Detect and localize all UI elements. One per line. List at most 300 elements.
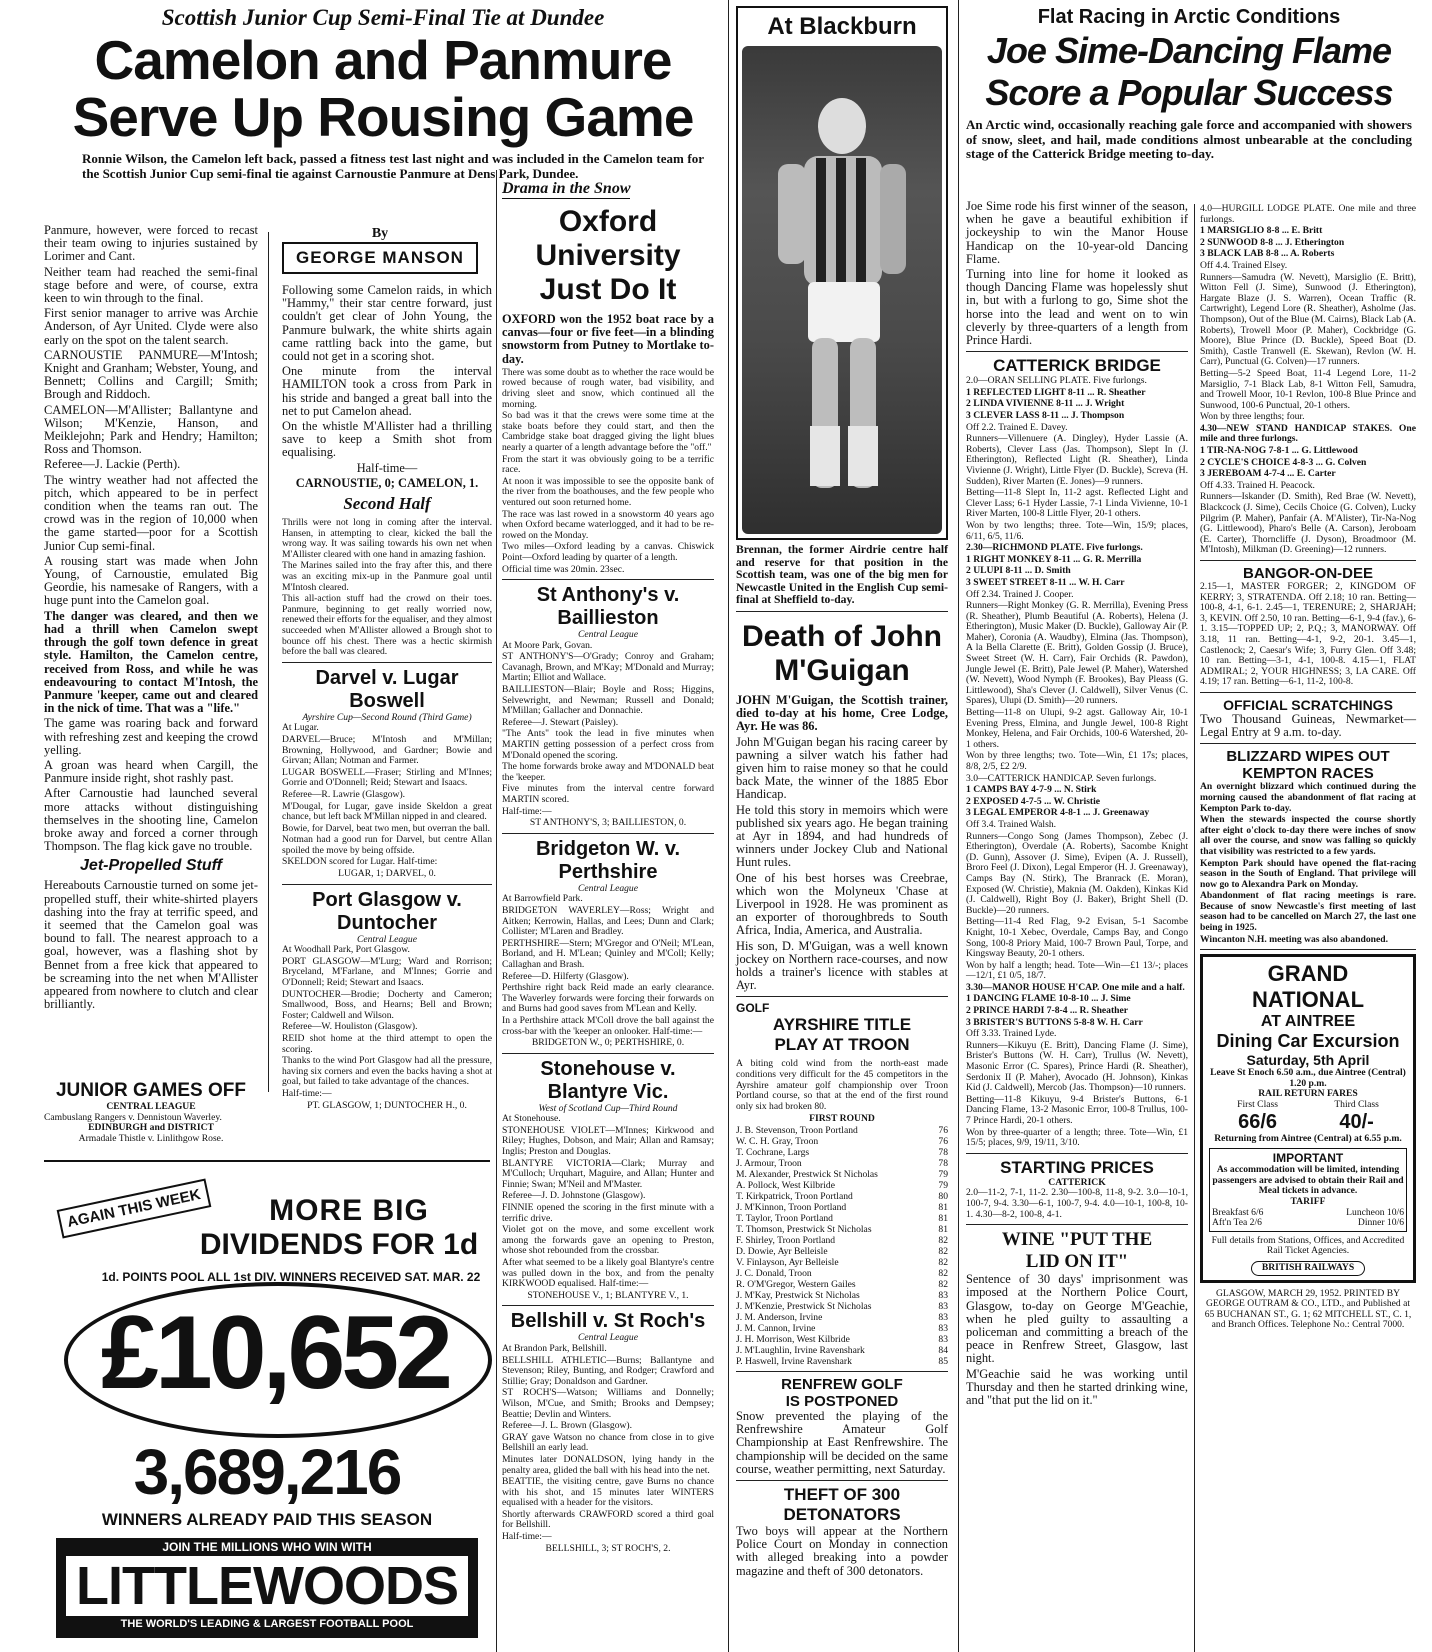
golf-score: 83 xyxy=(938,1290,948,1301)
golf-player: R. O'M'Gregor, Western Gailes xyxy=(736,1279,856,1290)
race-line: Runners—Kikuyu (E. Britt), Dancing Flame (J. Sime), Brister's Buttons (W. H. Carr), Trullus (W. Nevett), Masonic Error (C. Spares), Prince Hardi (R. Sheather), Serdonix II (P. Maher), Avocado (H. Johnson), Kinkas Kid (J. Caldwell), Mercob (Jas. Thompson)—10 runners. xyxy=(966,1039,1188,1094)
race-line: 2 SUNWOOD 8-8 ... J. Etherington xyxy=(1200,236,1345,248)
para: M'Geachie said he was working until Thursday and then he started drinking wine, and "that put the lid on it." xyxy=(966,1366,1188,1407)
gn-third-label: Third Class xyxy=(1334,1099,1379,1111)
golf-score: 80 xyxy=(938,1191,948,1202)
para: One of his best horses was Creebrae, which won the Molyneux 'Chase at Liverpool in 1928. He was prominent as an exporter of thoroughbreds to South Africa, India, America, and Australia. xyxy=(736,870,948,938)
amount: £10,652 xyxy=(101,1295,449,1411)
para: Abandonment of flat racing meetings is rare. Because of snow Newcastle's first meeting of last season had to be cancelled on March 27, the last one being in 1925. xyxy=(1200,890,1416,934)
para: CAMELON—M'Allister; Ballantyne and Wilson; M'Kenzie, Hanson, and Meiklejohn; Park and Hendry; Hamilton; Ross and Thomson. xyxy=(44,402,258,457)
join-line: JOIN THE MILLIONS WHO WIN WITH xyxy=(162,1540,372,1554)
race-line: 3.0—CATTERICK HANDICAP. Seven furlongs. xyxy=(966,772,1157,784)
death-h2: M'Guigan xyxy=(774,653,910,687)
para: Sentence of 30 days' imprisonment was imposed at the Northern Police Court, Glasgow, to-day on George M'Geachie, when he pled guilty to assaulting a policeman and committing a breach of the peace in Renfrew Street, Glasgow, last night. xyxy=(966,1272,1188,1366)
score: STONEHOUSE V., 1; BLANTYRE V., 1. xyxy=(527,1289,689,1301)
race-line: Runners—Congo Song (James Thompson), Zebec (J. Etherington), Overdale (A. Roberts), Sacombe Knight (D. Gunn), Assover (J. Sime), Evipen (A. J. Russell), Broro Feel (J. Dixon), Legal Emperor (H. J. Greenaway), Camps Bay (N. Stirk), The Branrack (E. Moran), Exposed (W. Christie), Maknia (M. Oakden), Kinkas Kid (J. Caldwell), Right Boy (J. Baker), Bright Shell (D. Buckle)—20 runners. xyxy=(966,830,1188,916)
race-line: 1 REFLECTED LIGHT 8-11 ... R. Sheather xyxy=(966,386,1146,398)
para: GRAY gave Watson no chance from close in to give Bellshill an early lead. xyxy=(502,1431,714,1454)
para: CARNOUSTIE PANMURE—M'Intosh; Knight and Granham; Webster, Young, and Bennett; Collins and Cargill; Smith; Brough and Riddoch. xyxy=(44,347,258,402)
golf-player: W. C. H. Gray, Troon xyxy=(736,1136,819,1147)
para: Joe Sime rode his first winner of the season, when he gave a beautiful exhibition if jockeyship to win the Manor House Handicap on the 10-year-old Dancing Flame. xyxy=(966,199,1188,266)
score: BELLSHILL, 3; ST ROCH'S, 2. xyxy=(545,1542,671,1554)
race-line: 2.30—RICHMOND PLATE. Five furlongs. xyxy=(966,542,1143,554)
para: LUGAR BOSWELL—Fraser; Stirling and M'Innes; Gorrie and O'Donnell; Reid; Stewart and Isaacs. xyxy=(282,766,492,789)
para: BELLSHILL ATHLETIC—Burns; Ballantyne and Stevenson; Riley, Bunting, and Rodger; Crawford and Stillie; Gray; Donaldson and Gardner. xyxy=(502,1354,714,1387)
subhead-jet: Jet-Propelled Stuff xyxy=(80,857,222,875)
junior-sub-1: CENTRAL LEAGUE xyxy=(106,1101,196,1112)
score: CARNOUSTIE, 0; CAMELON, 1. xyxy=(295,475,479,490)
drama-kicker: Drama in the Snow xyxy=(502,180,631,197)
golf-player: J. C. Donald, Troon xyxy=(736,1268,812,1279)
golf-h1: AYRSHIRE TITLE xyxy=(772,1015,912,1035)
gn-breakfast: Breakfast 6/6 xyxy=(1212,1206,1264,1218)
golf-score: 83 xyxy=(938,1334,948,1345)
golf-result-row xyxy=(736,1290,948,1301)
race-line: Runners—Right Monkey (G. R. Merrilla), Evening Press (R. Sheather), Plumb Beautiful (A. Roberts), Helena (J. Etherington), Music Maker (D. Buckle), Galloway Air (P. Maher), Coronia (A. Waudby), Elmina (Jas. Thompson), A la Bella Clarette (E. Britt), Golden Gossip (J. Bruce), Sweet Street (W. H. Carr), Fair Orchids (R. Pawdon), Jungle Jewel (E. Britt), Pale Jewel (P. Maher), Watershed (W. Nevett), Wood Nymph (F. Brookes), Bay Pleass (G. Littlewood), Sha's Clever (J. Caldwell), Silver Venus (C. Spares), Ulupi (D. Smith)—20 runners. xyxy=(966,600,1188,707)
para: SKELDON scored for Lugar. Half-time: xyxy=(282,856,438,868)
golf-score: 85 xyxy=(938,1356,948,1367)
para: Referee—D. Hilferty (Glasgow). xyxy=(502,970,629,982)
col4 xyxy=(736,6,948,1652)
golf-player: T. Taylor, Troon Portland xyxy=(736,1213,833,1224)
col1-header xyxy=(46,4,720,181)
para: One minute from the interval HAMILTON took a cross from Park in his stride and banged a great ball into the net to put Camelon ahead. xyxy=(282,364,492,418)
para: The Marines sailed into the fray after this, and there was an exciting mix-up in the Panmure goal until M'Intosh cleared. xyxy=(282,560,492,593)
dividends: DIVIDENDS FOR 1d xyxy=(199,1228,479,1261)
race-line: Won by three lengths; four. xyxy=(1200,411,1305,423)
race-line: 2.0—ORAN SELLING PLATE. Five furlongs. xyxy=(966,375,1147,387)
para: Shortly afterwards CRAWFORD scored a third goal for Bellshill. xyxy=(502,1508,714,1531)
para: This all-action stuff had the crowd on their toes. Panmure, beginning to get really worried now, renewed their efforts for the equaliser, and they almost succeeded when M'Allister allowed a Brough shot to bounce off his chest. There was a hectic skirmish before the ball was cleared. xyxy=(282,593,492,658)
golf-result-row xyxy=(736,1191,948,1202)
headline-line-1: Camelon and Panmure xyxy=(94,29,672,91)
headline-line-2: Serve Up Rousing Game xyxy=(72,86,694,148)
scratch-heading: OFFICIAL SCRATCHINGS xyxy=(1223,696,1393,713)
para: At Stonehouse. xyxy=(502,1113,561,1125)
golf-score: 84 xyxy=(938,1345,948,1356)
para: At noon it was impossible to see the opposite bank of the river from the boathouses, and the few people who ventured out soon returned home. xyxy=(502,475,714,508)
para: Referee—W. Houliston (Glasgow). xyxy=(282,1021,418,1033)
scratch-text: Two Thousand Guineas, Newmarket—Legal Entry at 9 a.m. to-day. xyxy=(1200,711,1416,740)
para: DUNTOCHER—Brodie; Docherty and Cameron; Smallwood, Boss, and Hearns; Bell and Brown; Foster; Caldwell and Wilson. xyxy=(282,988,492,1021)
renfrew-para: Snow prevented the playing of the Renfrewshire Amateur Golf Championship at East Renfrewshire. The championship will be decided on the same course, weather permitting, next Saturday. xyxy=(736,1409,948,1476)
golf-result-row xyxy=(736,1158,948,1169)
para: PORT GLASGOW—M'Lurg; Ward and Rorrison; Bryceland, M'Farlane, and M'Innes; Gorrie and O'Donnell; Reid; Stewart and Isaacs. xyxy=(282,955,492,989)
para: Referee—J. Stewart (Paisley). xyxy=(502,716,619,728)
photo-caption: Brennan, the former Airdrie centre half and reserve for that position in the Scottish team, was one of the big men for Newcastle United in the English Cup semi-final at Sheffield to-day. xyxy=(736,543,948,607)
race-line: 4.0—HURGILL LODGE PLATE. One mile and three furlongs. xyxy=(1200,203,1416,225)
para: Referee—R. Lawrie (Glasgow). xyxy=(282,788,406,800)
bangor-heading: BANGOR-ON-DEE xyxy=(1243,565,1373,582)
golf-result-row xyxy=(736,1136,948,1147)
para-bold: The danger was cleared, and then we had a thrill when Camelon swept through the golf town defence in great style. Hamilton, the Camelon centre, received from Ross, and while he was endeavouring to contact M'Intosh, the Panmure 'keeper, came out and cleared in the nick of time. That was a "life." xyxy=(44,608,258,716)
gn-leave: Leave St Enoch 6.50 a.m., due Aintree (Central) 1.20 p.m. xyxy=(1210,1067,1406,1089)
racing-header xyxy=(966,4,1412,164)
kicker: Scottish Junior Cup Semi-Final Tie at Dundee xyxy=(161,5,605,30)
para: At Woodhall Park, Port Glasgow. xyxy=(282,944,410,956)
gn-first-fare: 66/6 xyxy=(1238,1110,1278,1133)
death-h1: Death of John xyxy=(742,619,942,653)
golf-player: A. Pollock, West Kilbride xyxy=(736,1180,835,1191)
golf-player: P. Haswell, Irvine Ravenshark xyxy=(736,1356,852,1367)
para: Half-time:— xyxy=(502,805,552,817)
para: An overnight blizzard which continued during the morning caused the abandonment of flat racing at Kempton Park to-day. xyxy=(1200,781,1416,814)
race-results-right xyxy=(1200,204,1416,556)
junior-line-1: Cambuslang Rangers v. Dennistoun Waverley. xyxy=(44,1111,222,1123)
para: REID shot home at the third attempt to open the scoring. xyxy=(282,1033,492,1055)
score: PT. GLASGOW, 1; DUNTOCHER H., 0. xyxy=(307,1099,467,1111)
starting-heading: STARTING PRICES xyxy=(1000,1157,1154,1177)
para: Half-time— xyxy=(356,460,418,475)
race-line: Won by three-quarter of a length; three. Tote—Win, £1 15/5; places, 9/9, 19/11, 3/10. xyxy=(966,1126,1188,1149)
score: LUGAR, 1; DARVEL, 0. xyxy=(338,868,436,880)
race-line: Runners—Villenuere (A. Dingley), Hyder Lassie (A. Roberts), Clever Lass (Jas. Thompson), Slept In (J. Etherington), Reflected Light (R. Sheather), Linda Vivienne (J. Wright), Little Flyer (D. Buckle), Screva (H. Sudden), River Marten (E. Jones)—9 runners. xyxy=(966,433,1188,487)
racing-h1: Joe Sime-Dancing Flame xyxy=(986,30,1392,71)
gn-date: Saturday, 5th April xyxy=(1246,1052,1370,1069)
gn-tea: Aft'n Tea 2/6 xyxy=(1212,1217,1262,1229)
para: First senior manager to arrive was Archie Anderson, of Ayr United. Clyde were also early on the spot on the talent search. xyxy=(44,306,258,347)
junior-sub-2: EDINBURGH and DISTRICT xyxy=(88,1122,214,1134)
golf-player: J. M'Laughlin, Irvine Ravenshark xyxy=(736,1345,865,1356)
oxford-lead: OXFORD won the 1952 boat race by a canvas—four or five feet—in a blinding snowstorm from Putney to Mortlake to-day. xyxy=(502,312,714,366)
golf-result-row xyxy=(736,1213,948,1224)
bw-heading: Bridgeton W. v. Perthshire xyxy=(535,837,681,883)
golf-result-row xyxy=(736,1180,948,1191)
golf-result-row xyxy=(736,1268,948,1279)
golf-player: J. M'Kay, Prestwick St Nicholas xyxy=(736,1290,860,1301)
col5 xyxy=(966,200,1188,1652)
sa-sub: Central League xyxy=(578,629,638,641)
para: When the stewards inspected the course shortly after eight o'clock to-day there were inches of snow all over the course, and snow was falling so quickly that visibility was restricted to a few yards. xyxy=(1200,814,1416,857)
para: The race was last rowed in a snowstorm 40 years ago when Oxford became waterlogged, and it had to be re-rowed on the Monday. xyxy=(502,508,714,541)
golf-score: 82 xyxy=(938,1235,948,1246)
strap: THE WORLD'S LEADING & LARGEST FOOTBALL POOL xyxy=(120,1618,414,1630)
race-line: 3 BRISTER'S BUTTONS 5-8-8 W. H. Carr xyxy=(966,1016,1143,1028)
para: PERTHSHIRE—Stern; M'Gregor and O'Neil; M'Lean, Borland, and H. M'Lean; Quinley and M'Coll; Kelly; Callaghan and Brash. xyxy=(502,937,714,970)
para: Wincanton N.H. meeting was also abandoned. xyxy=(1200,933,1388,945)
para: ST ROCH'S—Watson; Williams and Donnelly; Wilson, M'Cue, and Smith; Brooks and Dempsey; Beattie; Devlin and Winters. xyxy=(502,1387,714,1420)
racing-standfirst: An Arctic wind, occasionally reaching gale force and accompanied with showers of snow, sleet, and hail, made conditions almost unbearable at the concluding stage of the Catterick Bridge meeting to-day. xyxy=(966,117,1412,161)
race-line: 3 CLEVER LASS 8-11 ... J. Thompson xyxy=(966,410,1125,422)
para: A rousing start was made when John Young, of Carnoustie, emulated Big Geordie, his namesake of Rangers, with a huge punt into the Camelon goal. xyxy=(44,553,258,608)
gn-fares-heading: RAIL RETURN FARES xyxy=(1258,1088,1358,1100)
race-line: 1 DANCING FLAME 10-8-10 ... J. Sime xyxy=(966,993,1131,1005)
para: Referee—J. D. Johnstone (Glasgow). xyxy=(502,1190,646,1202)
para: From the start it was obviously going to be a terrific race. xyxy=(502,453,714,476)
race-line: Runners—Iskander (D. Smith), Red Brae (W. Nevett), Blackcock (J. Sime), Cecils Choice (G. Colven), Lucky Pilgrim (P. Maher), Panfair (A. M'Alister), Tir-Na-Nog (G. Littlewood), Pharo's Belle (A. Carson), Jeroboam (E. Carter), Thorncliffe (J. Dyson), Broadmoor (M. M'Intosh), Milkman (D. Greening)—12 runners. xyxy=(1200,491,1416,556)
byline-label: By xyxy=(371,226,389,241)
race-line: Betting—11-8 on Ulupi, 9-2 agst. Galloway Air, 10-1 Evening Press, Elmina, and Jungle Jewel, 100-8 Right Monkey, Helena, and Fair Orchids, 100-6 Watershed, 20-1 others. xyxy=(966,707,1188,750)
photo xyxy=(742,46,942,534)
racing-h2: Score a Popular Success xyxy=(985,72,1393,113)
race-line: Off 2.2. Trained E. Davey. xyxy=(966,421,1068,433)
golf-score: 76 xyxy=(938,1125,948,1136)
race-line: Betting—11-8 Kikuyu, 9-4 Brister's Buttons, 6-1 Dancing Flame, 13-2 Masonic Error, 100-8 Trullus, 100-7 Prince Hardi, 20-1 others. xyxy=(966,1093,1188,1127)
bs-heading: Bellshill v. St Roch's xyxy=(510,1310,706,1333)
golf-player: J. M. Anderson, Irvine xyxy=(736,1312,823,1323)
golf-score: 82 xyxy=(938,1268,948,1279)
race-line: Betting—5-2 Speed Boat, 11-4 Legend Lore, 11-2 Marsiglio, 7-1 Black Lab, 8-1 Witton Fell, Samudra, and Trowell Moor, 10-1 Revlon, 100-8 Blue Prince and Sunwood, 100-6 Punctual, 20-1 others. xyxy=(1200,367,1416,411)
race-line: 1 TIR-NA-NOG 7-8-1 ... G. Littlewood xyxy=(1200,445,1358,457)
golf-result-row xyxy=(736,1345,948,1356)
para: Referee—J. L. Brown (Glasgow). xyxy=(502,1420,633,1432)
sb-sub: West of Scotland Cup—Third Round xyxy=(538,1102,678,1114)
col1-body xyxy=(44,224,258,1054)
golf-player: J. M'Kinnon, Troon Portland xyxy=(736,1202,847,1213)
para: Bowie, for Darvel, beat two men, but overran the ball. xyxy=(282,822,491,834)
starting-prices: 2.0—11-2, 7-1, 11-2. 2.30—100-8, 11-8, 9-2. 3.0—10-1, 100-7, 9-4. 3.30—6-1, 100-7, 9-4. 4.0—10-1, 100-8, 10-1. 4.30—8-2, 100-8, 4-1. xyxy=(966,1187,1188,1220)
para: Perthshire right back Reid made an early clearance. The Waverley forwards were forcing their forwards on and Burns had good saves from M'Lean and Kelly. xyxy=(502,982,714,1015)
golf-score: 81 xyxy=(938,1213,948,1224)
race-line: 2 LINDA VIVIENNE 8-11 ... J. Wright xyxy=(966,398,1125,410)
junior-games xyxy=(44,1080,258,1144)
littlewoods-banner xyxy=(56,1538,478,1638)
col2-body xyxy=(282,283,492,1111)
golf-score: 78 xyxy=(938,1158,948,1169)
col1-paras-a xyxy=(44,224,258,608)
race-line: 1 RIGHT MONKEY 8-11 ... G. R. Merrilla xyxy=(966,553,1142,565)
gn-fares xyxy=(1209,1100,1407,1134)
golf-score: 78 xyxy=(938,1147,948,1158)
race-line: 3.30—MANOR HOUSE H'CAP. One mile and a half. xyxy=(966,981,1185,993)
golf-score: 83 xyxy=(938,1312,948,1323)
golf-result-row xyxy=(736,1334,948,1345)
race-results-left xyxy=(966,376,1188,1149)
gn-h2: AT AINTREE xyxy=(1260,1013,1356,1031)
para: BAILLIESTON—Blair; Boyle and Ross; Higgins, Selvewright, and Newman; Russell and Donald; M'Millan; Gallacher and Donnachie. xyxy=(502,684,714,717)
theft-h2: DETONATORS xyxy=(783,1505,901,1525)
para: Five minutes from the interval centre forward MARTIN scored. xyxy=(502,783,714,805)
para: After what seemed to be a likely goal Blantyre's centre was pulled down in the box, and from the penalty KIRKWOOD equalised. Half-time:— xyxy=(502,1257,714,1290)
byline xyxy=(282,226,478,274)
more-big: MORE BIG xyxy=(269,1194,429,1227)
para: Violet got on the move, and some excellent work among the forwards gave an opening to Preston, whose shot rebounded from the crossbar. xyxy=(502,1224,714,1257)
gn-luncheon: Luncheon 10/6 xyxy=(1346,1206,1404,1218)
golf-results xyxy=(736,1125,948,1367)
littlewoods-logo: LITTLEWOODS xyxy=(66,1556,468,1616)
darvel-heading: Darvel v. Lugar Boswell xyxy=(315,666,459,712)
renfrew-h1: RENFREW GOLF xyxy=(781,1376,903,1393)
blizzard-heading: BLIZZARD WIPES OUT KEMPTON RACES xyxy=(1226,748,1390,783)
para: FINNIE opened the scoring in the first minute with a terrific drive. xyxy=(502,1202,714,1224)
para: BEATTIE, the visiting centre, gave Burns no chance with his shot, and 15 minutes later WINTERS equalised with a header for the visitors. xyxy=(502,1476,714,1509)
golf-player: J. B. Stevenson, Troon Portland xyxy=(736,1125,858,1136)
race-line: 2 ULUPI 8-11 ... D. Smith xyxy=(966,565,1071,577)
bs-sub: Central League xyxy=(578,1332,638,1344)
darvel-sub: Ayrshire Cup—Second Round (Third Game) xyxy=(302,711,472,723)
golf-score: 79 xyxy=(938,1180,948,1191)
race-line: 3 LEGAL EMPEROR 4-8-1 ... J. Greenaway xyxy=(966,807,1150,819)
race-line: 2 PRINCE HARDI 7-8-4 ... R. Sheather xyxy=(966,1005,1129,1017)
race-line: 3 SWEET STREET 8-11 ... W. H. Carr xyxy=(966,576,1125,588)
para: John M'Guigan began his racing career by pawning a silver watch his father had given him to raise money so that he could back Mate, the winner of the 1885 Ebor Handicap. xyxy=(736,734,948,802)
gn-third-fare: 40/- xyxy=(1339,1110,1374,1133)
golf-score: 82 xyxy=(938,1257,948,1268)
oxford-h1: Oxford University xyxy=(535,205,681,272)
golf-score: 82 xyxy=(938,1279,948,1290)
race-line: Runners—Samudra (W. Nevett), Marsiglio (E. Britt), Witton Fell (J. Sime), Sunwood (J. Etherington), Hargate Blaze (J. S. Warren), Ocean Traffic (R. Cartwright), Legend Lore (R. Sheather), Asholme (Jas. Thompson), Out of the Blue (M. Cairns), Black Lab (A. Roberts), Trowell Moor (P. Maher), Cockbridge (G. Moore), Blue Prince (D. Buckle), Speed Boat (D. Smith), Castle Tranwell (E. Skewan), Revlon (W. H. Carr), Punctual (G. Colven)—17 runners. xyxy=(1200,271,1416,368)
race-line: Betting—11-8 Slept In, 11-2 agst. Reflected Light and Clever Lass; 6-1 Hyder Lassie, 7-1 Linda Vivienne, 10-1 River Marten, 100-8 Little Flyer, 20-1 others. xyxy=(966,487,1188,520)
pool-line: 1d. POINTS POOL ALL 1st DIV. WINNERS RECEIVED SAT. MAR. 22 xyxy=(101,1270,481,1284)
para: Minutes later DONALDSON, lying handy in the penalty area, glided the ball with his head into the net. xyxy=(502,1453,714,1476)
para: The wintry weather had not affected the pitch, which appeared to be in perfect condition when the teams ran out. The crowd was in the region of 10,000 when the game started—poor for a Scottish Junior Cup semi-final. xyxy=(44,472,258,553)
race-line: Off 3.4. Trained Walsh. xyxy=(966,818,1057,830)
subhead-second-half: Second Half xyxy=(343,494,431,514)
pg-sub: Central League xyxy=(357,933,417,945)
catterick-heading: CATTERICK BRIDGE xyxy=(993,356,1161,376)
theft-h1: THEFT OF 300 xyxy=(783,1485,901,1505)
race-line: 1 CAMPS BAY 4-7-9 ... N. Stirk xyxy=(966,784,1097,796)
starting-sub: CATTERICK xyxy=(1048,1176,1106,1188)
para: Following some Camelon raids, in which "Hammy," their star centre forward, just couldn't get clear of John Young, the Panmure bulwark, the white shirts again came rattling back into the game, but could not get in a scoring shot. xyxy=(282,283,492,364)
sb-heading: Stonehouse v. Blantyre Vic. xyxy=(540,1057,676,1103)
golf-player: T. Cochrane, Largs xyxy=(736,1147,810,1158)
race-line: Off 2.34. Trained J. Cooper. xyxy=(966,588,1074,600)
para: At Lugar. xyxy=(282,722,319,734)
winners-number: 3,689,216 xyxy=(133,1436,401,1508)
wine-h1: WINE "PUT THE xyxy=(1001,1229,1153,1251)
oxford-h2: Just Do It xyxy=(539,273,677,306)
race-line: Won by half a length; head. Tote—Win—£1 13/-; places—12/1, £1 0/5, 18/7. xyxy=(966,959,1188,982)
para: Thrills were not long in coming after the interval. Hansen, in attempting to clear, kicked the ball the wrong way. It was sailing towards his own net when M'Allister cleared with one hand in amazing fashion. xyxy=(282,517,492,560)
gn-important: IMPORTANT xyxy=(1272,1151,1344,1166)
junior-title: JUNIOR GAMES OFF xyxy=(55,1080,246,1101)
para: A groan was heard when Cargill, the Panmure inside right, shot rashly past. xyxy=(44,757,258,786)
para: At Brandon Park, Bellshill. xyxy=(502,1342,607,1354)
para: Half-time:— xyxy=(502,1531,552,1543)
race-line: 1 MARSIGLIO 8-8 ... E. Britt xyxy=(1200,225,1323,237)
wine-h2: LID ON IT" xyxy=(1025,1251,1129,1273)
para: The home forwards broke away and M'DONALD beat the 'keeper. xyxy=(502,761,714,783)
race-line: 2 CYCLE'S CHOICE 4-8-3 ... G. Colven xyxy=(1200,456,1367,468)
golf-player: T. Kirkpatrick, Troon Portland xyxy=(736,1191,853,1202)
para: There was some doubt as to whether the race would be rowed because of rough water, bad visibility, and driving sleet and snow, which continued all the morning. xyxy=(502,366,714,410)
race-line: Won by three lengths; two. Tote—Win, £1 17s; places, 8/8, 2/5, £2 2/9. xyxy=(966,750,1188,773)
standfirst: Ronnie Wilson, the Camelon left back, passed a fitness test last night and was included in the Camelon team for the Scottish Junior Cup semi-final tie against Carnoustie Panmure at Dens Park, Dundee. xyxy=(82,151,704,181)
gn-details: Full details from Stations, Offices, and Accredited Rail Ticket Agencies. xyxy=(1211,1234,1405,1257)
bangor-results: 2.15—1, MASTER FORGER; 2, KINGDOM OF KERRY; 3, STRATENDA. Off 2.18; 10 ran. Betting—100-8, 4-1, 6-1. 2.45—1, TERENURE; 2, SHARJAH; 3, KEVIN. Off 2.50, 10 ran. Betting—6-1, 9-4 (fav.), 6-1. 3.15—TOPPED UP; 2, P.Q.; 3, MANORWAY. Off 3.18, 11 ran. Betting—4-1, 9-2, 20-1. 3.45—1, Castlenock; 2, Caesar's Wife; 3, Furry Glen. Off 3.48; 10 ran. Betting—3-1, 4-1, 100-8. 4.15—1, FLAT ADMIRAL; 2, YOUR HIGHNESS; 3, LA CARE. Off 4.19; 17 ran. Betting—6-1, 11-2, 100-8. xyxy=(1200,581,1416,688)
golf-intro: A biting cold wind from the north-east made conditions very difficult for the 45 competitors in the Ayrshire amateur golf championship over Troon Portland course, so that at the end of the first round only six had broken 80. xyxy=(736,1058,948,1112)
golf-result-row xyxy=(736,1257,948,1268)
gn-h1: GRAND NATIONAL xyxy=(1251,961,1365,1013)
golf-player: V. Finlayson, Ayr Belleisle xyxy=(736,1257,839,1268)
race-line: 3 JEREBOAM 4-7-4 ... E. Carter xyxy=(1200,468,1336,480)
golf-round: FIRST ROUND xyxy=(809,1113,875,1125)
gn-important-text: As accommodation will be limited, intending passengers are advised to obtain their Rail and Meal tickets in advance. xyxy=(1212,1164,1404,1197)
gn-return: Returning from Aintree (Central) at 6.55 p.m. xyxy=(1214,1132,1402,1144)
race-line: Off 4.4. Trained Elsey. xyxy=(1200,259,1288,271)
race-line: Won by two lengths; three. Tote—Win, 15/9; places, 6/11, 6/5, 11/6. xyxy=(966,519,1188,542)
grand-national-ad xyxy=(1200,954,1416,1282)
golf-player: D. Dowie, Ayr Belleisle xyxy=(736,1246,828,1257)
race-line: Off 4.33. Trained H. Peacock. xyxy=(1200,479,1315,491)
junior-line-2: Armadale Thistle v. Linlithgow Rose. xyxy=(78,1132,224,1144)
para: So bad was it that the crews were some time at the stake boats before they could start, and then the Cambridge stake boat dragged giving the light blues nearly a quarter of a length advantage before the "off." xyxy=(502,410,714,453)
golf-score: 81 xyxy=(938,1224,948,1235)
footballer-photo xyxy=(742,46,946,534)
again-tag: AGAIN THIS WEEK xyxy=(57,1179,212,1239)
para: Thanks to the wind Port Glasgow had all the pressure, having six corners and even the backs having a shot at goal, but failed to take advantage of the chances. xyxy=(282,1055,492,1088)
para: Hereabouts Carnoustie turned on some jet-propelled stuff, their white-shirted players dashing into the fray at terrific speed, and it seemed that the Camelon goal was bound to fall. The nearest approach to a goal, however, was a flashing shot by Bennet from a free kick that appeared to be screaming into the net when M'Allister appeared from nowhere to clutch and clear brilliantly. xyxy=(44,878,258,1012)
byline-name: GEORGE MANSON xyxy=(282,242,478,274)
sa-heading: St Anthony's v. Baillieston xyxy=(536,584,680,630)
golf-result-row xyxy=(736,1202,948,1213)
para: Official time was 20min. 23sec. xyxy=(502,563,625,575)
golf-score: 76 xyxy=(938,1136,948,1147)
score: ST ANTHONY'S, 3; BAILLIESTON, 0. xyxy=(529,817,687,829)
gn-important-box xyxy=(1209,1148,1407,1232)
golf-result-row xyxy=(736,1323,948,1334)
golf-score: 83 xyxy=(938,1323,948,1334)
golf-player: J. Armour, Troon xyxy=(736,1158,802,1169)
gn-dinner: Dinner 10/6 xyxy=(1357,1217,1404,1229)
winners-text: WINNERS ALREADY PAID THIS SEASON xyxy=(101,1510,433,1529)
littlewoods-ad xyxy=(44,1160,490,1642)
col3 xyxy=(502,180,714,1652)
para: Referee—J. Lackie (Perth). xyxy=(44,457,181,472)
photo-label: At Blackburn xyxy=(767,13,917,40)
golf-result-row xyxy=(736,1125,948,1136)
golf-label: GOLF xyxy=(736,1001,770,1016)
golf-result-row xyxy=(736,1235,948,1246)
golf-result-row xyxy=(736,1147,948,1158)
pg-heading: Port Glasgow v. Duntocher xyxy=(312,888,462,934)
para: Half-time:— xyxy=(282,1087,332,1099)
golf-player: F. Shirley, Troon Portland xyxy=(736,1235,836,1246)
death-lead: JOHN M'Guigan, the Scottish trainer, died to-day at his home, Cree Lodge, Ayr. He was 86. xyxy=(736,692,948,734)
photo-box xyxy=(736,6,948,540)
gn-tariff: TARIFF xyxy=(1290,1196,1326,1207)
golf-result-row xyxy=(736,1312,948,1323)
para: Kempton Park should have opened the flat-racing season in the South of England. That privilege will now go to Alexandra Park on Monday. xyxy=(1200,857,1416,890)
para: BLANTYRE VICTORIA—Clark; Murray and M'Culloch; Urquhart, Maguire, and Allan; Hunter and Finnie; Swan; M'Neil and M'Master. xyxy=(502,1157,714,1190)
para: ST ANTHONY'S—O'Grady; Conroy and Graham; Cavanagh, Brown, and M'Kay; M'Donald and Murray; Martin; Elliot and Wallace. xyxy=(502,651,714,684)
golf-score: 82 xyxy=(938,1246,948,1257)
racing-kicker: Flat Racing in Arctic Conditions xyxy=(1037,6,1341,28)
golf-result-row xyxy=(736,1356,948,1367)
gn-h3: Dining Car Excursion xyxy=(1216,1031,1400,1052)
para: DARVEL—Bruce; M'Intosh and M'Millan; Browning, Hollywood, and Gardner; Bowie and Girvan; Allan; Notman and Farmer. xyxy=(282,733,492,767)
bw-sub: Central League xyxy=(578,882,638,894)
golf-result-row xyxy=(736,1301,948,1312)
para: "The Ants" took the lead in five minutes when MARTIN getting possession of a perfect cross from M'Donald opened the scoring. xyxy=(502,728,714,761)
gn-brand: BRITISH RAILWAYS xyxy=(1251,1261,1365,1276)
para: STONEHOUSE VIOLET—M'Innes; Kirkwood and Riley; Hughes, Dobson, and Mair; Allan and Ramsay; Inglis; Preston and Douglas. xyxy=(502,1124,714,1158)
para: At Barrowfield Park. xyxy=(502,893,583,905)
race-line: 3 BLACK LAB 8-8 ... A. Roberts xyxy=(1200,248,1335,260)
race-line: Betting—11-4 Red Flag, 9-2 Evisan, 5-1 Sacombe Knight, 10-1 Xebec, Overdale, Camps Bay, and Congo Song, 100-8 Priory Maid, 100-7 Brown Paul, Torpe, and Kingsway Beauty, 20-1 others. xyxy=(966,916,1188,960)
imprint: GLASGOW, MARCH 29, 1952. PRINTED BY GEORGE OUTRAM & CO., LTD., and Published at 65 BUCHANAN ST., G. 1; 62 MITCHELL ST., C. 1, and Branch Offices. Telephone No.: Central 7000. xyxy=(1204,1287,1412,1331)
golf-score: 79 xyxy=(938,1169,948,1180)
golf-score: 83 xyxy=(938,1301,948,1312)
golf-result-row xyxy=(736,1279,948,1290)
para: Two miles—Oxford leading by a canvas. Chiswick Point—Oxford leading by quarter of a length. xyxy=(502,541,714,563)
golf-result-row xyxy=(736,1246,948,1257)
golf-result-row xyxy=(736,1224,948,1235)
col6 xyxy=(1200,204,1416,1652)
theft-para: Two boys will appear at the Northern Police Court on Monday in connection with alleged breaking into a powder magazine and theft of 300 detonators. xyxy=(736,1524,948,1578)
para: Panmure, however, were forced to recast their team owing to injuries sustained by Lorimer and Cant. xyxy=(44,223,258,264)
race-line: Off 3.33. Trained Lyde. xyxy=(966,1028,1057,1040)
gn-first-label: First Class xyxy=(1237,1099,1278,1111)
golf-player: J. M. Cannon, Irvine xyxy=(736,1323,816,1334)
golf-player: J. H. Morrison, West Kilbride xyxy=(736,1334,850,1345)
para: M'Dougal, for Lugar, gave inside Skeldon a great chance, but left back M'Millan nipped in and cleared. xyxy=(282,800,492,823)
race-line: 4.30—NEW STAND HANDICAP STAKES. One mile and three furlongs. xyxy=(1200,422,1416,445)
para: His son, D. M'Guigan, was a well known jockey on Northern race-courses, and now holds a trainer's licence with stables at Ayr. xyxy=(736,938,948,993)
race-line: 2 EXPOSED 4-7-5 ... W. Christie xyxy=(966,795,1101,807)
para: He told this story in memoirs which were published six years ago. He began training at Ayr in 1894, and had hundreds of winners under Jockey Club and National Hunt rules. xyxy=(736,802,948,870)
